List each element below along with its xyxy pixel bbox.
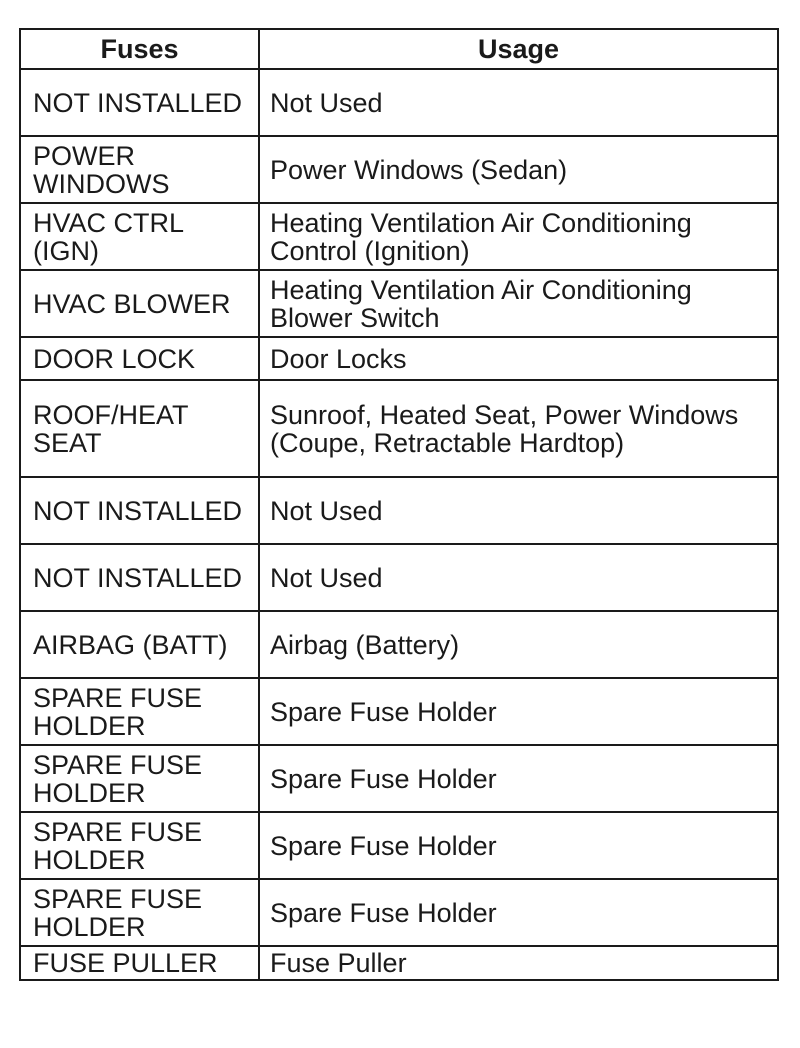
usage-cell: Not Used: [259, 69, 778, 136]
fuse-cell: NOT INSTALLED: [20, 544, 259, 611]
usage-cell: Spare Fuse Holder: [259, 812, 778, 879]
fuse-cell: AIRBAG (BATT): [20, 611, 259, 678]
table-row: [20, 946, 778, 980]
fuse-cell: SPARE FUSE HOLDER: [20, 879, 259, 946]
usage-cell: Spare Fuse Holder: [259, 879, 778, 946]
table-row: [20, 745, 778, 812]
usage-cell: Fuse Puller: [259, 946, 778, 980]
usage-cell: Not Used: [259, 544, 778, 611]
table-row: [20, 611, 778, 678]
fuse-cell: HVAC BLOWER: [20, 270, 259, 337]
table-row: [20, 136, 778, 203]
table-row: [20, 337, 778, 380]
table-row: [20, 812, 778, 879]
usage-cell: Sunroof, Heated Seat, Power Windows (Coupe, Retractable Hardtop): [259, 380, 778, 477]
usage-cell: Spare Fuse Holder: [259, 678, 778, 745]
usage-cell: Spare Fuse Holder: [259, 745, 778, 812]
usage-cell: Power Windows (Sedan): [259, 136, 778, 203]
fuse-cell: ROOF/HEAT SEAT: [20, 380, 259, 477]
fuse-cell: DOOR LOCK: [20, 337, 259, 380]
fuse-cell: NOT INSTALLED: [20, 69, 259, 136]
fuse-cell: SPARE FUSE HOLDER: [20, 745, 259, 812]
table-row: [20, 203, 778, 270]
column-header-fuses: Fuses: [20, 29, 259, 69]
table-row: [20, 544, 778, 611]
table-row: [20, 879, 778, 946]
fuse-cell: NOT INSTALLED: [20, 477, 259, 544]
table-row: [20, 380, 778, 477]
column-header-usage: Usage: [259, 29, 778, 69]
table-row: [20, 477, 778, 544]
usage-cell: Door Locks: [259, 337, 778, 380]
usage-cell: Heating Ventilation Air Conditioning Control (Ignition): [259, 203, 778, 270]
fuse-cell: FUSE PULLER: [20, 946, 259, 980]
usage-cell: Airbag (Battery): [259, 611, 778, 678]
fuse-cell: POWER WINDOWS: [20, 136, 259, 203]
fuse-cell: SPARE FUSE HOLDER: [20, 812, 259, 879]
table-row: [20, 69, 778, 136]
usage-cell: Not Used: [259, 477, 778, 544]
table-row: [20, 270, 778, 337]
fuse-cell: HVAC CTRL (IGN): [20, 203, 259, 270]
fuse-usage-table: [19, 28, 779, 981]
fuse-cell: SPARE FUSE HOLDER: [20, 678, 259, 745]
table-row: [20, 678, 778, 745]
usage-cell: Heating Ventilation Air Conditioning Blower Switch: [259, 270, 778, 337]
table-header-row: [20, 29, 778, 69]
